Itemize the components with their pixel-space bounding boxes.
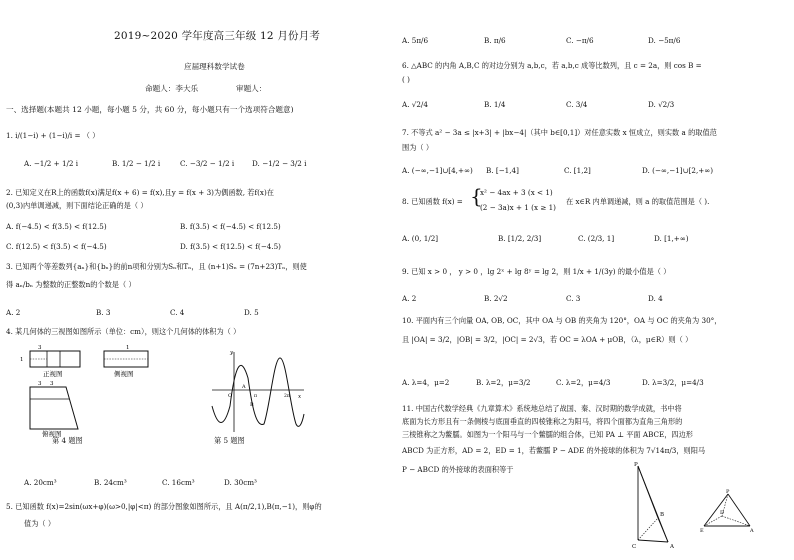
question-6-stem-line2: ( ) <box>402 75 410 84</box>
question-3-stem-line1: 3. 已知两个等差数列{aₙ}和{bₙ}的前n项和分别为Sₙ和Tₙ，且 (n+1)Sₙ = (7n+23)Tₙ，则使 <box>6 262 307 271</box>
option-a: A. (0, 1/2] <box>402 234 439 243</box>
option-b: B. [1/2, 2/3] <box>498 234 542 243</box>
origin-label: O <box>228 393 233 399</box>
question-7-stem-line2: 围为（ ） <box>402 143 434 152</box>
exam-subtitle: 应届理科数学试卷 <box>184 62 245 71</box>
question-3-options <box>6 308 304 317</box>
top-view-label: 俯视图 <box>42 430 62 438</box>
question-8-stem-post: 在 x∈R 内单调递减，则 a 的取值范围是（ ). <box>566 197 710 206</box>
question-10-stem-line1: 10. 平面内有三个向量 OA, OB, OC，其中 OA 与 OB 的夹角为 120°，OA 与 OC 的夹角为 30°， <box>402 316 722 325</box>
question-8-case-1: x² − 4ax + 3 (x < 1) <box>480 188 553 197</box>
option-a: A. (−∞,−1]∪[4,+∞) <box>402 166 473 175</box>
option-d: D. 30cm³ <box>224 478 257 487</box>
option-a: A. 5π/6 <box>402 36 429 45</box>
question-3-stem-line2: 得 aₙ/bₙ 为整数的正整数n的个数是（ ） <box>6 280 136 289</box>
edge-base-1 <box>638 540 668 542</box>
figure-5-caption: 第 5 题图 <box>214 436 245 445</box>
option-b: B. 1/4 <box>484 100 506 109</box>
edge-hidden-3 <box>722 516 750 526</box>
question-2-stem-line2: (0,3)内单调递减，则下面结论正确的是（ ） <box>6 201 148 210</box>
vertex-label-e: E <box>700 528 704 532</box>
section-heading: 一、选择题(本题共 12 小题，每小题 5 分，共 60 分，每小题只有一个选项符合题意) <box>6 105 294 114</box>
vertex-label-top: P <box>726 489 730 495</box>
point-b-label: B <box>250 402 254 408</box>
vertex-b-label: B <box>660 512 665 518</box>
option-b: B. [−1,4] <box>486 166 519 175</box>
question-6-stem-line1: 6. △ABC 的内角 A,B,C 的对边分别为 a,b,c，若 a,b,c 成等比数列，且 c = 2a，则 cos B = <box>402 61 702 70</box>
option-b: B. 2√2 <box>484 294 508 303</box>
option-b: B. 24cm³ <box>94 478 127 487</box>
question-7-options <box>402 166 742 175</box>
question-8-options <box>402 234 724 243</box>
right-column <box>398 0 790 560</box>
question-2-option-a: A. f(−4.5) < f(3.5) < f(12.5) <box>6 222 107 231</box>
vertex-a-label: A <box>670 544 674 550</box>
question-11-line4: ABCD 为正方形，AD = 2，ED = 1，若鳖臑 P − ADE 的外接球的体积为 7√14π/3，则阳马 <box>402 446 706 455</box>
dim-label-1: 1 <box>20 357 24 363</box>
option-c: C. 4 <box>170 308 185 317</box>
y-axis-label: y <box>230 350 234 356</box>
option-d: D. −5π/6 <box>648 36 681 45</box>
dim-label-3b: 3 <box>38 381 42 387</box>
question-11-line1: 11. 中国古代数学经典《九章算术》系统地总结了战国、秦、汉时期的数学成就，书中将 <box>402 404 682 413</box>
question-8-case-2: (2 − 3a)x + 1 (x ≥ 1) <box>480 203 556 212</box>
option-c: C. −3/2 − 1/2 i <box>180 159 235 168</box>
pyramid-figure-right <box>698 488 758 532</box>
point-a-label: A <box>242 384 246 390</box>
front-view-rect <box>30 351 80 367</box>
question-1-stem: 1. i/(1−i) + (1−i)/i = （ ） <box>6 131 100 140</box>
option-a: A. λ=4，μ=2 <box>402 378 450 387</box>
option-d: D. λ=3/2，μ=4/3 <box>642 378 704 387</box>
question-5-stem-line2: 值为（ ） <box>24 519 56 528</box>
option-d: D. √2/3 <box>648 100 675 109</box>
exam-title: 2019~2020 学年度高三年级 12 月份月考 <box>114 30 321 42</box>
dim-label-3a: 3 <box>38 345 42 351</box>
dim-label-1b: 1 <box>126 345 130 351</box>
tick-two-pi: 2π <box>284 394 290 399</box>
option-d: D. 5 <box>244 308 259 317</box>
option-c: C. 16cm³ <box>162 478 195 487</box>
option-b: B. λ=2，μ=3/2 <box>476 378 531 387</box>
edge-pb <box>638 466 658 518</box>
option-d: D. 4 <box>648 294 663 303</box>
front-view-label: 正视图 <box>43 370 63 378</box>
question-2-stem-line1: 2. 已知定义在R上的函数f(x)满足f(x + 6) = f(x),且y = f(x + 3)为偶函数, 若f(x)在 <box>6 188 274 197</box>
question-4-stem: 4. 某几何体的三视图如图所示（单位：cm），则这个几何体的体积为（ ） <box>6 327 241 336</box>
option-a: A. 2 <box>6 308 21 317</box>
question-5-options <box>402 36 730 45</box>
edge-1 <box>704 494 728 526</box>
figure-4-caption: 第 4 题图 <box>52 436 83 445</box>
question-8-stem-pre: 8. 已知函数 f(x) = <box>402 197 463 206</box>
sine-graph-figure <box>208 348 308 438</box>
question-11-line3: 三棱锥称之为鳖臑。如图为一个阳马与一个鳖臑的组合体，已知 PA ⊥ 平面 ABCE，四边形 <box>402 430 693 439</box>
question-9-stem: 9. 已知 x > 0 ， y > 0 ，lg 2ˣ + lg 8ʸ = lg 2，则 1/x + 1/(3y) 的最小值是（ ） <box>402 267 671 276</box>
option-b: B. 1/2 − 1/2 i <box>112 159 161 168</box>
edge-hidden <box>638 518 658 540</box>
option-d: D. (−∞,−1]∪[2,+∞) <box>642 166 714 175</box>
question-9-options <box>402 294 730 303</box>
edge-2 <box>728 494 750 526</box>
brace-icon: { <box>470 184 483 208</box>
question-2-option-b: B. f(3.5) < f(−4.5) < f(12.5) <box>180 222 281 231</box>
option-d: D. [1,+∞) <box>654 234 689 243</box>
pyramid-figure-left <box>624 460 690 550</box>
question-10-stem-line2: 且 |OA| = 3/2，|OB| = 3/2，|OC| = 2√3，若 OC = λOA + μOB，（λ，μ∈R）则（ ） <box>402 335 693 344</box>
vertex-p-label: P <box>634 462 638 468</box>
question-4-options <box>24 478 284 487</box>
author: 命题人：李大乐 <box>145 84 199 93</box>
vertex-label-d: D <box>720 510 725 516</box>
three-views-figure <box>20 343 170 438</box>
question-7-stem-line1: 7. 不等式 a² − 3a ≤ |x+3| + |bx−4|（其中 b∈[0,1]）对任意实数 x 恒成立，则实数 a 的取值范 <box>402 128 717 137</box>
option-b: B. π/6 <box>484 36 506 45</box>
question-2-option-c: C. f(12.5) < f(3.5) < f(−4.5) <box>6 242 107 251</box>
top-view-trapezoid <box>30 387 78 429</box>
question-10-options <box>402 378 732 387</box>
option-a: A. 2 <box>402 294 417 303</box>
option-c: C. λ=2，μ=4/3 <box>556 378 611 387</box>
question-6-options <box>402 100 730 109</box>
question-11-line5: P − ABCD 的外接球的表面积等于 <box>402 465 514 474</box>
option-a: A. −1/2 + 1/2 i <box>24 159 79 168</box>
tick-pi: π <box>254 394 257 399</box>
reviewer: 审题人： <box>236 84 267 93</box>
question-1-options <box>24 159 332 168</box>
dim-label-3c: 3 <box>50 381 54 387</box>
option-d: D. −1/2 − 3/2 i <box>252 159 307 168</box>
option-c: C. 3 <box>566 294 581 303</box>
vertex-c-label: C <box>632 544 637 550</box>
edge-base-2 <box>658 518 668 542</box>
vertex-label-a: A <box>750 528 754 532</box>
option-c: C. [1,2] <box>564 166 591 175</box>
option-c: C. −π/6 <box>566 36 594 45</box>
edge-hidden-2 <box>704 516 722 526</box>
option-c: C. (2/3, 1] <box>578 234 615 243</box>
option-b: B. 3 <box>96 308 111 317</box>
x-axis-label: x <box>298 394 302 400</box>
option-c: C. 3/4 <box>566 100 588 109</box>
side-view-label: 侧视图 <box>114 370 134 378</box>
option-a: A. √2/4 <box>402 100 428 109</box>
question-11-line2: 底面为长方形且有一条侧棱与底面垂直的四棱锥称之为阳马，将四个面都为直角三角形的 <box>402 417 683 426</box>
left-column <box>0 0 388 560</box>
question-5-stem-line1: 5. 已知函数 f(x)=2sin(ωx+φ)(ω>0,|φ|<π) 的部分图象如图所示，且 A(π/2,1),B(π,−1)，则φ的 <box>6 502 322 511</box>
sine-curve <box>212 358 304 426</box>
question-2-option-d: D. f(3.5) < f(12.5) < f(−4.5) <box>180 242 281 251</box>
option-a: A. 20cm³ <box>24 478 57 487</box>
